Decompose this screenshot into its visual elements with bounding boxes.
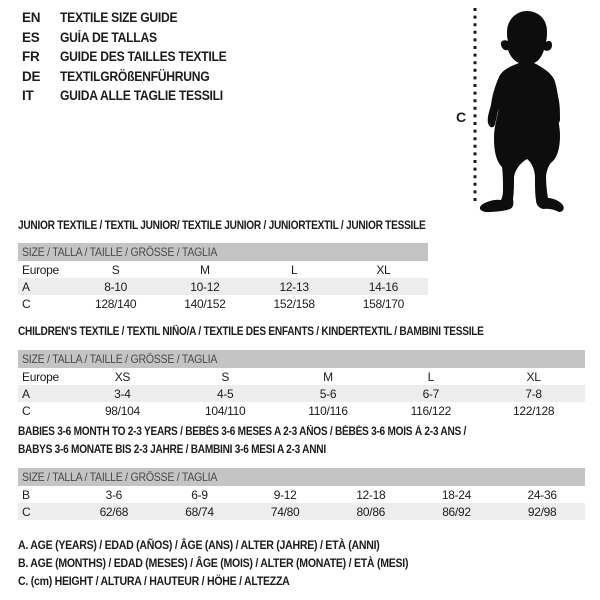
language-row [22,86,245,106]
language-row [22,47,245,67]
table-row-height [18,295,428,312]
legend-line-height: C. (cm) HEIGHT / ALTURA / HAUTEUR / HÖHE / ALTEZZA [18,574,290,588]
language-code: EN [22,10,41,25]
legend-line-age-months: B. AGE (MONTHS) / EDAD (MESES) / ÂGE (MOIS) / ALTER (MONATE) / ETÀ (MESI) [18,556,409,570]
junior-textile-section [18,216,428,312]
language-code: DE [22,68,41,84]
cell: S [221,369,230,384]
cell: 6-7 [422,386,440,401]
cell: 122/128 [512,403,555,418]
cell: 9-12 [273,487,297,502]
cell: 104/110 [205,403,246,418]
cell: 5-6 [319,386,337,401]
language-label: GUÍA DE TALLAS [60,29,157,45]
cell: 98/104 [104,403,140,418]
language-label: TEXTILGRÖßENFÜHRUNG [60,68,210,84]
cell: M [200,262,210,277]
cell: 12-18 [356,487,386,502]
cell: 24-36 [527,487,557,502]
cell: 7-8 [525,386,542,401]
cell: XL [376,262,391,277]
cell: 68/74 [185,504,214,519]
size-header-text: SIZE / TALLA / TAILLE / GRÖSSE / TAGLIA [22,245,218,259]
language-label: GUIDE DES TAILLES TEXTILE [60,49,227,64]
baby-silhouette [480,11,564,212]
cell: 158/170 [362,296,405,311]
legend-line-age-years: A. AGE (YEARS) / EDAD (AÑOS) / ÂGE (ANS) / ALTER (JAHRE) / ETÀ (ANNI) [18,538,380,552]
cell: 3-6 [105,487,123,502]
language-row [22,67,245,87]
babies-table-title-line1: BABIES 3-6 MONTH TO 2-3 YEARS / BEBÉS 3-6 MESES A 2-3 AÑOS / BÉBÉS 3-6 MOIS À 2-3 ANS / [18,426,467,438]
cell: 18-24 [441,487,472,502]
table-row-months [18,486,585,503]
table-title-wrap [18,322,585,340]
cell: 152/158 [273,296,315,311]
cell: 8-10 [104,279,128,294]
size-header [18,468,585,486]
table-row-europe [18,261,428,278]
cell: L [290,262,298,277]
row-label: C [22,403,31,418]
babies-textile-section [18,422,585,520]
table-row-height [18,503,585,520]
table-row-age [18,278,428,295]
language-code: FR [22,49,40,64]
junior-table-title: JUNIOR TEXTILE / TEXTIL JUNIOR/ TEXTILE JUNIOR / JUNIORTEXTIL / JUNIOR TESSILE [18,220,426,232]
language-label: TEXTILE SIZE GUIDE [60,10,178,25]
cell: M [323,369,333,384]
cell: L [427,369,434,384]
language-row [22,8,245,28]
row-label: Europe [22,369,59,384]
table-row-age [18,385,585,402]
size-header [18,243,428,261]
cell: 110/116 [308,403,348,418]
table-title-wrap [18,216,428,234]
cell: S [111,262,120,277]
height-marker-label: C [456,109,467,125]
cell: XL [526,369,541,384]
size-header-text: SIZE / TALLA / TAILLE / GRÖSSE / TAGLIA [22,470,218,484]
cell: 116/122 [410,403,451,418]
childrens-table-title: CHILDREN'S TEXTILE / TEXTIL NIÑO/A / TEXTILE DES ENFANTS / KINDERTEXTIL / BAMBINI TESSILE [18,326,484,338]
row-label: C [22,504,31,519]
row-label: C [22,296,31,311]
babies-size-table [18,468,585,520]
row-label: A [22,386,30,401]
baby-figure [450,4,590,216]
size-header-text: SIZE / TALLA / TAILLE / GRÖSSE / TAGLIA [22,352,218,366]
cell: 86/92 [442,504,471,519]
cell: 3-4 [114,386,131,401]
cell: 10-12 [190,279,220,294]
cell: 140/152 [184,296,226,311]
row-label: Europe [22,262,59,277]
row-label: A [22,279,30,294]
cell: 74/80 [270,504,300,519]
babies-table-title-line2: BABYS 3-6 MONATE BIS 2-3 JAHRE / BAMBINI 3-6 MESI A 2-3 ANNI [18,444,326,456]
cell: 62/68 [99,504,129,519]
language-code: ES [22,29,40,45]
size-header-row [18,468,585,486]
size-header-row [18,350,585,368]
cell: 128/140 [94,296,137,311]
table-title-wrap [18,422,585,458]
language-label: GUIDA ALLE TAGLIE TESSILI [60,88,223,103]
childrens-textile-section [18,322,585,419]
cell: 14-16 [368,279,398,294]
language-list [22,8,245,106]
cell: 6-9 [191,487,208,502]
legend [18,536,600,590]
language-row [22,28,245,48]
junior-size-table [18,243,428,312]
cell: 80/86 [356,504,386,519]
row-label: B [22,487,30,502]
cell: 92/98 [527,504,557,519]
childrens-size-table [18,350,585,419]
cell: 4-5 [216,386,234,401]
baby-figure-svg [450,4,590,216]
cell: 12-13 [279,279,309,294]
table-row-height [18,402,585,419]
language-code: IT [22,88,34,103]
cell: XS [114,369,131,384]
size-header [18,350,585,368]
table-row-europe [18,368,585,385]
size-header-row [18,243,428,261]
